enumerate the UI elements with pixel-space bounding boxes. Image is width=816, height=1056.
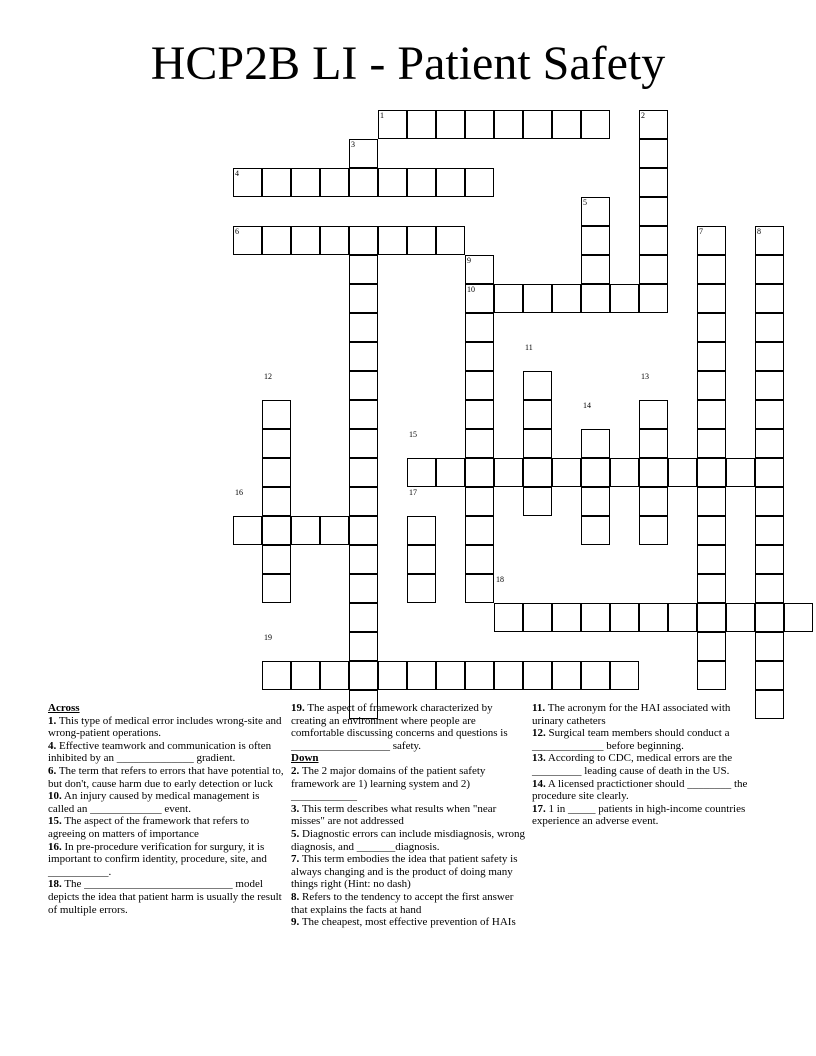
- grid-cell[interactable]: [697, 313, 726, 342]
- grid-cell[interactable]: [610, 661, 639, 690]
- clue-number: 10: [467, 285, 475, 294]
- grid-cell[interactable]: [581, 226, 610, 255]
- clue-number: 5: [583, 198, 587, 207]
- grid-cell[interactable]: [639, 429, 668, 458]
- grid-cell[interactable]: [639, 458, 668, 487]
- clue-text: In pre-procedure verification for surgury, it is important to confirm identity, procedure, site, and ___________.: [48, 840, 267, 878]
- grid-cell[interactable]: [755, 516, 784, 545]
- clue-number-label: 9.: [291, 916, 300, 929]
- clue-number-label: 16.: [48, 840, 62, 853]
- grid-cell[interactable]: [465, 429, 494, 458]
- grid-cell[interactable]: [494, 661, 523, 690]
- grid-cell[interactable]: [523, 284, 552, 313]
- grid-cell[interactable]: [552, 110, 581, 139]
- clues-column-3: [532, 702, 764, 828]
- grid-cell[interactable]: [755, 429, 784, 458]
- down-header: Down: [291, 752, 319, 765]
- grid-cell[interactable]: [465, 458, 494, 487]
- grid-cell[interactable]: [610, 603, 639, 632]
- clue-text: According to CDC, medical errors are the _________ leading cause of death in the US.: [532, 752, 733, 777]
- clue-number-label: 8.: [291, 890, 300, 903]
- clue-text: The acronym for the HAI associated with urinary catheters: [532, 702, 731, 727]
- grid-cell[interactable]: [639, 603, 668, 632]
- across-clue: [48, 815, 288, 840]
- grid-cell[interactable]: [581, 110, 610, 139]
- clue-text: 1 in _____ patients in high-income countries experience an adverse event.: [532, 802, 746, 828]
- clue-number-label: 11.: [532, 702, 546, 714]
- down-clue-list: [291, 765, 527, 929]
- clue-number-label: 6.: [48, 764, 57, 777]
- grid-cell[interactable]: [639, 226, 668, 255]
- grid-cell[interactable]: [639, 168, 668, 197]
- down-clue: [291, 916, 527, 929]
- across-clue: [48, 841, 288, 879]
- clue-text: The ___________________________ model depicts the idea that patient harm is usually the result of multiple errors.: [48, 878, 282, 916]
- grid-cell[interactable]: [755, 632, 784, 661]
- grid-cell[interactable]: [349, 342, 378, 371]
- clue-text: The 2 major domains of the patient safety framework are 1) learning system and 2) ____________: [291, 764, 486, 803]
- grid-cell[interactable]: [436, 226, 465, 255]
- down-clue: [291, 853, 527, 891]
- down-clue: [532, 727, 764, 752]
- grid-cell[interactable]: [262, 400, 291, 429]
- clue-number: 9: [467, 256, 471, 265]
- clue-number: 15: [409, 430, 417, 439]
- clue-number-label: 15.: [48, 815, 62, 828]
- grid-cell[interactable]: [465, 313, 494, 342]
- grid-cell[interactable]: [697, 371, 726, 400]
- grid-cell[interactable]: [262, 168, 291, 197]
- across-header: Across: [48, 702, 80, 714]
- down-clue: [291, 891, 527, 916]
- grid-cell[interactable]: [755, 458, 784, 487]
- clue-number-label: 2.: [291, 764, 300, 777]
- grid-cell[interactable]: [262, 661, 291, 690]
- down-clue: [532, 702, 764, 727]
- grid-cell[interactable]: [639, 400, 668, 429]
- grid-cell[interactable]: [233, 516, 262, 545]
- grid-cell[interactable]: [465, 487, 494, 516]
- clue-number-label: 13.: [532, 752, 546, 765]
- grid-cell[interactable]: [755, 342, 784, 371]
- grid-cell[interactable]: [552, 284, 581, 313]
- grid-cell[interactable]: [407, 226, 436, 255]
- grid-cell[interactable]: [291, 226, 320, 255]
- grid-cell[interactable]: [494, 603, 523, 632]
- across-clue: [48, 715, 288, 740]
- grid-cell[interactable]: [697, 661, 726, 690]
- clue-number-label: 5.: [291, 827, 300, 840]
- grid-cell[interactable]: [784, 603, 813, 632]
- clue-text: The aspect of the framework that refers to agreeing on matters of importance: [48, 815, 250, 840]
- grid-cell[interactable]: [581, 661, 610, 690]
- grid-cell[interactable]: [755, 545, 784, 574]
- grid-cell[interactable]: [639, 197, 668, 226]
- clue-number: 13: [641, 372, 649, 381]
- grid-cell[interactable]: [407, 516, 436, 545]
- grid-cell[interactable]: [378, 661, 407, 690]
- grid-cell[interactable]: [581, 429, 610, 458]
- grid-cell[interactable]: [349, 458, 378, 487]
- grid-cell[interactable]: [697, 603, 726, 632]
- grid-cell[interactable]: [407, 110, 436, 139]
- grid-cell[interactable]: [436, 458, 465, 487]
- grid-cell[interactable]: [755, 574, 784, 603]
- clue-number-label: 14.: [532, 777, 546, 790]
- grid-cell[interactable]: [436, 110, 465, 139]
- across-clue: [48, 765, 288, 790]
- grid-cell[interactable]: [262, 429, 291, 458]
- clue-number: 3: [351, 140, 355, 149]
- grid-cell[interactable]: [523, 458, 552, 487]
- grid-cell[interactable]: [697, 458, 726, 487]
- clue-text: This type of medical error includes wrong-site and wrong-patient operations.: [48, 714, 282, 740]
- grid-cell[interactable]: [552, 603, 581, 632]
- grid-cell[interactable]: [349, 313, 378, 342]
- grid-cell[interactable]: [262, 487, 291, 516]
- grid-cell[interactable]: [465, 545, 494, 574]
- grid-cell[interactable]: [407, 168, 436, 197]
- clue-number-label: 7.: [291, 853, 300, 866]
- grid-cell[interactable]: [407, 574, 436, 603]
- grid-cell[interactable]: [755, 313, 784, 342]
- grid-cell[interactable]: [639, 487, 668, 516]
- across-clue: [48, 878, 288, 916]
- clue-text: Surgical team members should conduct a _____________ before beginning.: [532, 727, 730, 752]
- grid-cell[interactable]: [407, 458, 436, 487]
- grid-cell[interactable]: [320, 516, 349, 545]
- clue-text: Refers to the tendency to accept the first answer that explains the facts at hand: [291, 890, 514, 916]
- grid-cell[interactable]: [668, 458, 697, 487]
- clue-number-label: 19.: [291, 702, 305, 714]
- grid-cell[interactable]: [639, 516, 668, 545]
- clue-number: 4: [235, 169, 239, 178]
- grid-cell[interactable]: [436, 168, 465, 197]
- grid-cell[interactable]: [349, 661, 378, 690]
- grid-cell[interactable]: [320, 661, 349, 690]
- grid-cell[interactable]: [494, 110, 523, 139]
- grid-cell[interactable]: [262, 545, 291, 574]
- grid-cell[interactable]: [581, 516, 610, 545]
- clue-number: 12: [264, 372, 272, 381]
- grid-cell[interactable]: [581, 284, 610, 313]
- down-clue: [532, 778, 764, 803]
- grid-cell[interactable]: [465, 371, 494, 400]
- grid-cell[interactable]: [378, 226, 407, 255]
- clue-text: The aspect of framework characterized by creating an environment where people are comfortable discussing concerns and questions is __________________ safety.: [291, 702, 508, 752]
- grid-cell[interactable]: [610, 284, 639, 313]
- grid-cell[interactable]: [407, 545, 436, 574]
- clue-number-label: 3.: [291, 802, 300, 815]
- across-clue: [48, 740, 288, 765]
- grid-cell[interactable]: [581, 255, 610, 284]
- grid-cell[interactable]: [523, 661, 552, 690]
- grid-cell[interactable]: [610, 458, 639, 487]
- grid-cell[interactable]: [262, 516, 291, 545]
- grid-cell[interactable]: [349, 603, 378, 632]
- grid-cell[interactable]: [697, 487, 726, 516]
- grid-cell[interactable]: [465, 400, 494, 429]
- grid-cell[interactable]: [349, 574, 378, 603]
- grid-cell[interactable]: [523, 603, 552, 632]
- grid-cell[interactable]: [494, 458, 523, 487]
- clue-number: 19: [264, 633, 272, 642]
- grid-cell[interactable]: [465, 661, 494, 690]
- grid-cell[interactable]: [697, 574, 726, 603]
- grid-cell[interactable]: [726, 603, 755, 632]
- down-clue: [291, 803, 527, 828]
- down-clue: [291, 765, 527, 803]
- grid-cell[interactable]: [697, 255, 726, 284]
- grid-cell[interactable]: [436, 661, 465, 690]
- grid-cell[interactable]: [668, 603, 697, 632]
- clue-number: 16: [235, 488, 243, 497]
- grid-cell[interactable]: [523, 400, 552, 429]
- grid-cell[interactable]: [581, 603, 610, 632]
- grid-cell[interactable]: [349, 371, 378, 400]
- clue-text: Effective teamwork and communication is often inhibited by an ______________ gradient.: [48, 739, 272, 765]
- clues-column-2: [291, 702, 527, 929]
- grid-cell[interactable]: [320, 168, 349, 197]
- grid-cell[interactable]: [262, 458, 291, 487]
- clue-number: 11: [525, 343, 533, 352]
- grid-cell[interactable]: [755, 371, 784, 400]
- grid-cell[interactable]: [697, 400, 726, 429]
- grid-cell[interactable]: [697, 545, 726, 574]
- grid-cell[interactable]: [755, 255, 784, 284]
- grid-cell[interactable]: [639, 255, 668, 284]
- grid-cell[interactable]: [755, 284, 784, 313]
- grid-cell[interactable]: [581, 487, 610, 516]
- grid-cell[interactable]: [523, 110, 552, 139]
- grid-cell[interactable]: [291, 516, 320, 545]
- grid-cell[interactable]: [726, 458, 755, 487]
- grid-cell[interactable]: [291, 168, 320, 197]
- grid-cell[interactable]: [697, 632, 726, 661]
- across-clue: [291, 702, 527, 752]
- grid-cell[interactable]: [291, 661, 320, 690]
- clue-number: 14: [583, 401, 591, 410]
- grid-cell[interactable]: [320, 226, 349, 255]
- grid-cell[interactable]: [755, 400, 784, 429]
- grid-cell[interactable]: [755, 661, 784, 690]
- clue-text: The cheapest, most effective prevention of HAIs: [301, 916, 516, 929]
- grid-cell[interactable]: [465, 516, 494, 545]
- clue-number-label: 12.: [532, 727, 546, 740]
- grid-cell[interactable]: [349, 516, 378, 545]
- grid-cell[interactable]: [697, 429, 726, 458]
- clue-text: This term embodies the idea that patient safety is always changing and is the product of doing many things right (Hint: no dash): [291, 853, 518, 891]
- grid-cell[interactable]: [755, 487, 784, 516]
- down-clue: [532, 803, 764, 828]
- grid-cell[interactable]: [639, 284, 668, 313]
- down-clue: [291, 828, 527, 853]
- clue-text: Diagnostic errors can include misdiagnosis, wrong diagnosis, and _______diagnosis.: [291, 827, 526, 853]
- clue-text: The term that refers to errors that have potential to, but don't, cause harm due to early detection or luck: [48, 764, 284, 790]
- grid-cell[interactable]: [349, 487, 378, 516]
- grid-cell[interactable]: [523, 371, 552, 400]
- grid-cell[interactable]: [349, 284, 378, 313]
- clue-number: 6: [235, 227, 239, 236]
- clue-number-label: 1.: [48, 714, 57, 727]
- grid-cell[interactable]: [697, 516, 726, 545]
- grid-cell[interactable]: [465, 168, 494, 197]
- grid-cell[interactable]: [552, 458, 581, 487]
- clue-number: 17: [409, 488, 417, 497]
- grid-cell[interactable]: [465, 342, 494, 371]
- clue-number-label: 4.: [48, 739, 57, 752]
- grid-cell[interactable]: [262, 574, 291, 603]
- grid-cell[interactable]: [697, 284, 726, 313]
- grid-cell[interactable]: [494, 284, 523, 313]
- clue-number-label: 10.: [48, 790, 62, 803]
- grid-cell[interactable]: [349, 632, 378, 661]
- grid-cell[interactable]: [465, 574, 494, 603]
- clue-number: 8: [757, 227, 761, 236]
- grid-cell[interactable]: [755, 603, 784, 632]
- clue-text: A licensed practictioner should ________ the procedure site clearly.: [532, 777, 748, 803]
- clue-text: This term describes what results when "near misses" are not addressed: [291, 802, 497, 828]
- grid-cell[interactable]: [465, 110, 494, 139]
- puzzle-title: HCP2B LI - Patient Safety: [150, 37, 666, 90]
- across-clue: [48, 790, 288, 815]
- clue-number-label: 17.: [532, 802, 546, 815]
- grid-cell[interactable]: [349, 545, 378, 574]
- clue-number: 7: [699, 227, 703, 236]
- clue-number: 18: [496, 575, 504, 584]
- clue-text: An injury caused by medical management is called an _____________ event.: [48, 790, 260, 815]
- clue-number: 2: [641, 111, 645, 120]
- grid-cell[interactable]: [552, 661, 581, 690]
- clue-number-label: 18.: [48, 878, 62, 891]
- across-clue-list: [48, 715, 288, 917]
- grid-cell[interactable]: [523, 429, 552, 458]
- grid-cell[interactable]: [349, 429, 378, 458]
- clue-number: 1: [380, 111, 384, 120]
- grid-cell[interactable]: [349, 168, 378, 197]
- grid-cell[interactable]: [349, 255, 378, 284]
- grid-cell[interactable]: [581, 458, 610, 487]
- down-clue: [532, 752, 764, 777]
- grid-cell[interactable]: [262, 226, 291, 255]
- grid-cell[interactable]: [639, 139, 668, 168]
- grid-cell[interactable]: [407, 661, 436, 690]
- grid-cell[interactable]: [349, 400, 378, 429]
- grid-cell[interactable]: [697, 342, 726, 371]
- grid-cell[interactable]: [349, 226, 378, 255]
- clues-column-1: [48, 702, 288, 916]
- grid-cell[interactable]: [378, 168, 407, 197]
- grid-cell[interactable]: [523, 487, 552, 516]
